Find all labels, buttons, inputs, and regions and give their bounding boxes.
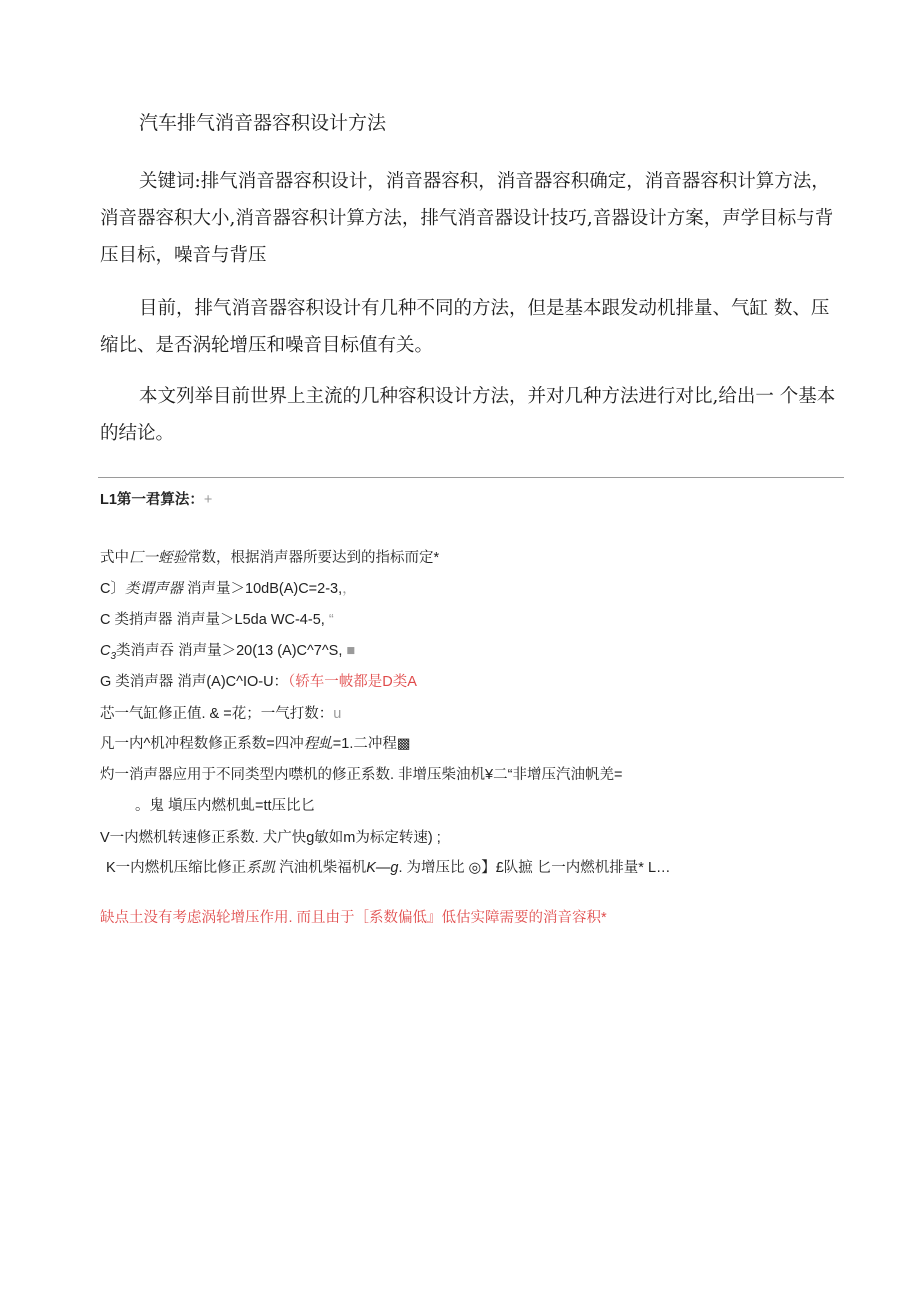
speed-correction-line: V一内燃机转速修正系数. 犬广快g敏如m为标定转速) ;	[100, 830, 441, 846]
cylinder-part-2: u	[333, 706, 342, 722]
compression-part-1: K一内燃机压缩比修正	[106, 860, 247, 876]
doc-title: 汽车排气消音器容积设计方法	[139, 112, 387, 134]
class-d-line	[100, 670, 417, 691]
keywords-paragraph: 关键词:排气消音器容积设计，消音器容积，消音器容积确定，消音器容积计算方法，消音器容积大小,消音器容积计算方法，排气消音器设计技巧,音器设计方案，声学目标与背压目标，噪音与背压	[100, 171, 834, 266]
summary-paragraph: 本文列举目前世界上主流的几种容积设计方法，并对几种方法进行对比,给出一 个基本的结论。	[100, 386, 836, 444]
stroke-correction-line	[100, 732, 411, 753]
turbo-correction-line: 。鬼 塡压内燃机虬=tt压比匕	[135, 798, 316, 814]
class-d-part-2: （轿车一帔都是D类A	[288, 674, 417, 690]
class-a-part-4: ，	[342, 581, 357, 597]
class-a-part-1: C〕	[100, 581, 125, 597]
compression-part-2: 系凯	[246, 860, 276, 876]
class-c-part-3: 类消声吞 消声量＞20(13 (A)C^7^S,	[116, 643, 343, 659]
cylinder-part-1: 芯一气缸修正值. & =花；一气打数：	[100, 706, 334, 722]
stroke-part-1: 凡一内^机冲程数修正系数=四冲	[100, 736, 304, 752]
class-b-line	[100, 608, 334, 629]
class-b-part-1: C 类捎声器 消声量＞L5da WC-4-5,	[100, 612, 325, 628]
intro-paragraph: 目前，排气消音器容积设计有几种不同的方法，但是基本跟发动机排量、气缸 数、压缩比、是否涡轮增压和噪音目标值有关。	[100, 298, 830, 356]
class-a-line	[100, 577, 357, 598]
compression-part-5: . 为增压比 ◎】£队摭 匕一内燃机排量* L…	[398, 860, 671, 876]
class-d-part-1: G 类消声器 消声(A)C^IO-U：	[100, 674, 289, 690]
formula-note-line	[100, 546, 439, 567]
method-heading-mark: +	[203, 492, 213, 508]
engine-type-correction-line: 灼一消声器应用于不同类型内噤机的修正系数. 非增压柴油机¥二“非增压汽油帆羌=	[100, 767, 623, 783]
drawback-note: 缺点土没有考虑涡轮增压作用. 而且由于［系数偏低』低估实障需要的消音容积*	[100, 910, 607, 926]
method-heading	[100, 488, 212, 509]
stroke-part-2: 程虬	[303, 736, 333, 752]
class-c-part-2: 3	[110, 650, 117, 662]
note-part-3: 常数，根据消声器所要达到的指标而定*	[187, 550, 440, 566]
compression-part-3: 汽油机柴福机	[275, 860, 367, 876]
cylinder-correction-line	[100, 702, 341, 723]
note-part-1: 式中	[100, 550, 129, 566]
class-b-part-2: “	[324, 612, 334, 628]
compression-correction-line	[106, 856, 671, 877]
section-divider	[98, 477, 844, 478]
compression-part-4: K—g	[366, 860, 399, 876]
class-c-part-1: C	[100, 643, 111, 659]
class-a-part-3: 消声量＞10dB(A)C=2-3,	[182, 581, 343, 597]
note-part-2: 匚一蛭验	[129, 550, 187, 566]
method-heading-text: L1第一君算法：	[100, 492, 204, 508]
stroke-part-3: =1.二冲程▩	[332, 736, 411, 752]
class-c-line	[100, 639, 355, 662]
class-c-part-4: ■	[342, 643, 356, 659]
class-a-part-2: 类谓声器	[124, 581, 183, 597]
